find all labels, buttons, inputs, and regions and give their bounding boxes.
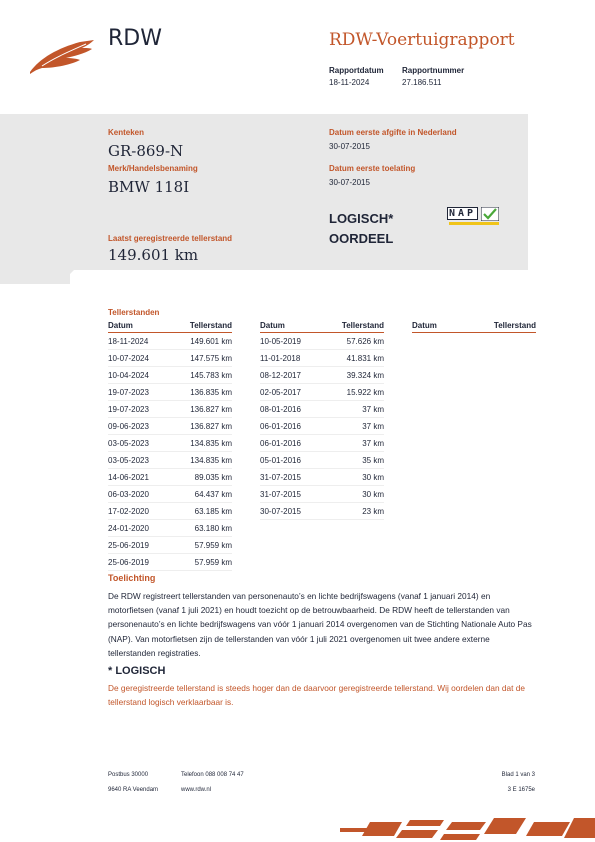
table-row [108, 520, 232, 537]
reading-value: 57.626 km [321, 333, 384, 350]
last-reading-value: 149.601 km [108, 246, 199, 264]
reading-value: 136.835 km [169, 384, 232, 401]
col-reading-header: Tellerstand [169, 321, 232, 333]
reading-value: 30 km [321, 469, 384, 486]
readings-table-1 [108, 321, 232, 571]
table-row [260, 367, 384, 384]
reading-date: 06-01-2016 [260, 435, 321, 452]
report-date: 18-11-2024 [329, 78, 370, 87]
reading-date: 18-11-2024 [108, 333, 169, 350]
reading-value: 41.831 km [321, 350, 384, 367]
table-row [260, 333, 384, 350]
logisch-body: De geregistreerde tellerstand is steeds hoger dan de daarvoor geregistreerde tellerstand. Wij oordelen dan dat de tellerstand logisch verklaarbaar is. [108, 683, 525, 708]
make-value: BMW 118I [108, 178, 190, 196]
reading-value: 23 km [321, 503, 384, 520]
reading-date: 25-06-2019 [108, 537, 169, 554]
nap-logo-underline [449, 222, 499, 225]
reading-date: 03-05-2023 [108, 452, 169, 469]
reading-date: 19-07-2023 [108, 384, 169, 401]
footer-city: 9640 RA Veendam [108, 787, 159, 793]
reading-date: 06-01-2016 [260, 418, 321, 435]
readings-table-3 [412, 321, 536, 333]
table-row [260, 418, 384, 435]
logo-text: RDW [108, 26, 162, 51]
footer-page: Blad 1 van 3 [501, 772, 535, 778]
table-row [108, 384, 232, 401]
reading-value: 89.035 km [169, 469, 232, 486]
vehicle-summary-panel [0, 114, 528, 270]
reading-date: 17-02-2020 [108, 503, 169, 520]
reading-date: 06-03-2020 [108, 486, 169, 503]
col-date-header: Datum [412, 321, 458, 333]
verdict-line1: LOGISCH* [329, 211, 394, 226]
panel-notch-corner [60, 270, 74, 284]
nap-logo-text: NAP [449, 208, 477, 219]
reading-date: 25-06-2019 [108, 554, 169, 571]
col-reading-header: Tellerstand [321, 321, 384, 333]
table-row [108, 554, 232, 571]
reading-value: 147.575 km [169, 350, 232, 367]
reading-date: 05-01-2016 [260, 452, 321, 469]
col-date-header: Datum [260, 321, 321, 333]
footer-stripes-icon [340, 816, 595, 842]
report-number: 27.186.511 [402, 78, 442, 87]
reading-value: 39.324 km [321, 367, 384, 384]
table-row [260, 486, 384, 503]
logisch-title: * LOGISCH [108, 665, 166, 677]
table-row [108, 503, 232, 520]
first-nl-value: 30-07-2015 [329, 142, 370, 151]
footer-phone: Telefoon 088 008 74 47 [181, 772, 244, 778]
table-row [108, 418, 232, 435]
table-row [260, 435, 384, 452]
report-number-label: Rapportnummer [402, 66, 465, 75]
footer-postbus: Postbus 30000 [108, 772, 149, 778]
table-row [108, 350, 232, 367]
table-row [108, 333, 232, 350]
table-row [260, 384, 384, 401]
reading-value: 63.180 km [169, 520, 232, 537]
last-reading-label: Laatst geregistreerde tellerstand [108, 234, 233, 243]
reading-value: 136.827 km [169, 401, 232, 418]
table-row [260, 452, 384, 469]
table-row [108, 367, 232, 384]
table-row [108, 486, 232, 503]
reading-value: 57.959 km [169, 537, 232, 554]
col-reading-header: Tellerstand [458, 321, 536, 333]
reading-date: 31-07-2015 [260, 469, 321, 486]
reading-value: 37 km [321, 435, 384, 452]
reading-date: 03-05-2023 [108, 435, 169, 452]
reading-date: 10-05-2019 [260, 333, 321, 350]
reading-date: 10-07-2024 [108, 350, 169, 367]
table-row [108, 469, 232, 486]
first-admission-label: Datum eerste toelating [329, 164, 416, 173]
make-label: Merk/Handelsbenaming [108, 164, 198, 173]
reading-value: 35 km [321, 452, 384, 469]
reading-date: 08-01-2016 [260, 401, 321, 418]
reading-value: 136.827 km [169, 418, 232, 435]
table-row [108, 401, 232, 418]
plate-label: Kenteken [108, 128, 145, 137]
table-row [108, 537, 232, 554]
reading-date: 11-01-2018 [260, 350, 321, 367]
reading-value: 37 km [321, 418, 384, 435]
table-row [260, 401, 384, 418]
table-row [260, 350, 384, 367]
reading-date: 09-06-2023 [108, 418, 169, 435]
footer-web: www.rdw.nl [181, 787, 212, 793]
reading-date: 30-07-2015 [260, 503, 321, 520]
table-row [108, 452, 232, 469]
reading-date: 10-04-2024 [108, 367, 169, 384]
table-row [260, 469, 384, 486]
readings-table-2 [260, 321, 384, 520]
plate-value: GR-869-N [108, 142, 184, 160]
footer-code: 3 E 1675e [507, 787, 535, 793]
first-admission-value: 30-07-2015 [329, 178, 370, 187]
reading-date: 31-07-2015 [260, 486, 321, 503]
reading-date: 19-07-2023 [108, 401, 169, 418]
nap-logo [447, 207, 503, 229]
table-row [260, 503, 384, 520]
reading-value: 63.185 km [169, 503, 232, 520]
first-nl-label: Datum eerste afgifte in Nederland [329, 128, 457, 137]
reading-value: 64.437 km [169, 486, 232, 503]
reading-value: 149.601 km [169, 333, 232, 350]
reading-date: 08-12-2017 [260, 367, 321, 384]
reading-date: 24-01-2020 [108, 520, 169, 537]
rdw-logo-icon [28, 38, 98, 76]
explanation-title: Toelichting [108, 573, 156, 583]
reading-value: 134.835 km [169, 435, 232, 452]
col-date-header: Datum [108, 321, 169, 333]
report-title: RDW-Voertuigrapport [329, 30, 515, 50]
reading-date: 02-05-2017 [260, 384, 321, 401]
verdict-line2: OORDEEL [329, 231, 394, 246]
reading-value: 145.783 km [169, 367, 232, 384]
readings-title: Tellerstanden [108, 308, 160, 317]
reading-value: 15.922 km [321, 384, 384, 401]
table-row [108, 435, 232, 452]
reading-value: 37 km [321, 401, 384, 418]
reading-value: 30 km [321, 486, 384, 503]
explanation-body: De RDW registreert tellerstanden van personenauto’s en lichte bedrijfswagens (vanaf 1 januari 2014) en motorfietsen (vanaf 1 juli 2021) en houdt toezicht op de betrouwbaarheid. De RDW heeft de tellerstanden van personenauto’s en lichte bedrijfswagens van vóór 1 januari 2014 overgenomen van de Stichting Nationale Auto Pas (NAP). Van motorfietsen zijn de tellerstanden van vóór 1 juli 2021 overgenomen uit twee andere externe tellerstanden registraties. [108, 591, 532, 658]
check-icon [481, 207, 499, 221]
reading-value: 134.835 km [169, 452, 232, 469]
report-date-label: Rapportdatum [329, 66, 384, 75]
reading-value: 57.959 km [169, 554, 232, 571]
reading-date: 14-06-2021 [108, 469, 169, 486]
